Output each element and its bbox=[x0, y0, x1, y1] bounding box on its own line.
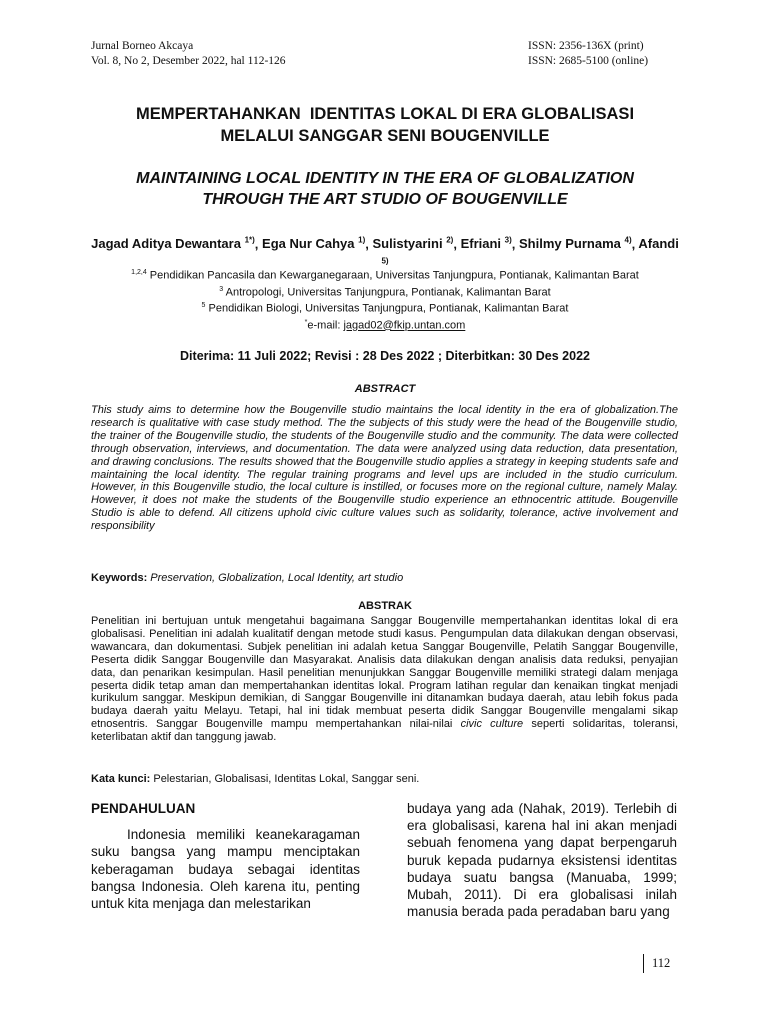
abstract-text: This study aims to determine how the Bougenville studio maintains the local identity in the era of globalization.The research is qualitative with case study method. The the subjects of this study were the head of the Bougenville studio, the trainer of the Bougenville studio, the students of the Bougenville studio and the community. The data were collected through observation, interviews, and documentation. The data were analyzed using data reduction, data presentation, and drawing conclusions. The results showed that the Bougenville studio applies a strategy in keeping students safe and maintaining the local identity. The regular training programs and level ups are included in the studio curriculum. However, in this Bougenville studio, the local culture is instilled, or focuses more on the regional culture, namely Malay. However, it does not make the students of the Bougenville studio experience an ethnocentric attitude. Bougenville Studio is able to defend. All citizens uphold civic culture values such as solidarity, tolerance, active involvement and responsibility bbox=[91, 404, 678, 533]
keywords-label: Keywords: bbox=[91, 572, 148, 584]
keywords-value: Preservation, Globalization, Local Identity, art studio bbox=[147, 572, 404, 584]
submission-dates: Diterima: 11 Juli 2022; Revisi : 28 Des 2022 ; Diterbitkan: 30 Des 2022 bbox=[180, 349, 590, 363]
author: Efriani $^{3)}$ bbox=[460, 236, 512, 252]
page-number-divider bbox=[643, 954, 644, 973]
author-list: Jagad Aditya Dewantara $^{1*)}$, Ega Nur Cahya $^{1)}$, Sulistyarini $^{2)}$, Efriani $^{3)}$, Shilmy Purnama $^{4)}$, Afandi $^{5)}$ bbox=[90, 232, 680, 273]
affiliation: $^{1,2,4}$ Pendidikan Pancasila dan Kewarganegaraan, Universitas Tanjungpura, Pontianak, Kalimantan Barat bbox=[131, 269, 639, 282]
issn-print: ISSN: 2356-136X (print) bbox=[528, 40, 644, 52]
kata-kunci bbox=[91, 773, 678, 786]
author: Sulistyarini $^{2)}$ bbox=[372, 236, 454, 252]
body-paragraph: Indonesia memiliki keanekaragaman suku bangsa yang mampu menciptakan keberagaman budaya sebagai identitas bangsa Indonesia. Oleh karena itu, penting untuk kita menjaga dan melestarikan bbox=[91, 827, 360, 912]
title-id-line2: MELALUI SANGGAR SENI BOUGENVILLE bbox=[220, 127, 550, 145]
body-column-right bbox=[407, 800, 677, 920]
affiliation: $^5$ Pendidikan Biologi, Universitas Tanjungpura, Pontianak, Kalimantan Barat bbox=[201, 302, 569, 315]
title-indonesian bbox=[70, 103, 700, 147]
author: Jagad Aditya Dewantara $^{1*)}$ bbox=[91, 236, 255, 252]
author: Ega Nur Cahya $^{1)}$ bbox=[262, 236, 366, 252]
title-en-line2: THROUGH THE ART STUDIO OF BOUGENVILLE bbox=[202, 191, 568, 208]
issn-online: ISSN: 2685-5100 (online) bbox=[528, 54, 649, 67]
body-column-left bbox=[91, 800, 360, 912]
abstrak-text: Penelitian ini bertujuan untuk mengetahui bagaimana Sanggar Bougenville mempertahankan identitas lokal di era globalisasi. Penelitian ini adalah kualitatif dengan metode studi kasus. Pengumpulan data dilakukan dengan observasi, wawancara, dan dokumentasi. Subjek penelitian ini adalah ketua Sanggar Bougenville, Pelatih Sanggar Bougenville, Peserta didik Sanggar Bougenville dan Masyarakat. Analisis data dilakukan dengan analisis data reduksi, penyajian data, dan penarikan kesimpulan. Hasil penelitian menunjukkan Sanggar Bougenville memiliki strategi dalam menjaga peserta didik tetap aman dan mempertahankan identitas lokal. Program latihan regular dan kenaikan tingkat menjadi kurikulum sanggar. Meskipun demikian, di Sanggar Bougenville ini ditanamkan budaya daerah, atau lebih fokus pada budaya daerah yaitu Melayu. Tetapi, hal ini tidak membuat peserta didik Sanggar Bougenville mengalami sikap etnosentris. Sanggar Bougenville mampu mempertahankan nilai-nilai civic culture seperti solidaritas, toleransi, keterlibatan aktif dan tanggung jawab. bbox=[91, 615, 678, 744]
email-link[interactable]: jagad02@fkip.untan.com bbox=[343, 319, 466, 332]
kata-kunci-value: Pelestarian, Globalisasi, Identitas Lokal, Sanggar seni. bbox=[150, 773, 420, 785]
title-english bbox=[70, 168, 700, 210]
kata-kunci-label: Kata kunci: bbox=[91, 773, 151, 785]
affiliation: $^3$ Antropologi, Universitas Tanjungpura, Pontianak, Kalimantan Barat bbox=[219, 285, 551, 299]
author: Afandi $^{5)}$ bbox=[381, 236, 679, 266]
journal-name: Jurnal Borneo Akcaya bbox=[91, 40, 194, 52]
keywords bbox=[91, 571, 678, 585]
author: Shilmy Purnama $^{4)}$ bbox=[519, 236, 632, 252]
journal-volume: Vol. 8, No 2, Desember 2022, hal 112-126 bbox=[91, 54, 286, 67]
affiliations bbox=[90, 266, 680, 333]
journal-header bbox=[91, 39, 286, 68]
issn-header bbox=[528, 39, 648, 68]
title-en-line1: MAINTAINING LOCAL IDENTITY IN THE ERA OF GLOBALIZATION bbox=[136, 170, 634, 187]
abstract-heading: ABSTRACT bbox=[354, 383, 416, 395]
title-id-line1: MEMPERTAHANKAN IDENTITAS LOKAL DI ERA GLOBALISASI bbox=[135, 105, 635, 123]
email-line: *e-mail: jagad02@fkip.untan.com bbox=[304, 318, 466, 332]
section-heading: PENDAHULUAN bbox=[91, 801, 196, 816]
abstrak-heading: ABSTRAK bbox=[358, 600, 412, 612]
body-paragraph: budaya yang ada (Nahak, 2019). Terlebih di era globalisasi, karena hal ini akan menjadi sebuah fenomena yang dapat berpengaruh buruk kepada pudarnya eksistensi identitas budaya suatu bangsa (Manuaba, 1999; Mubah, 2011). Di era globalisasi inilah manusia berada pada peradaban baru yang bbox=[407, 801, 677, 920]
page-number: 112 bbox=[652, 956, 671, 970]
